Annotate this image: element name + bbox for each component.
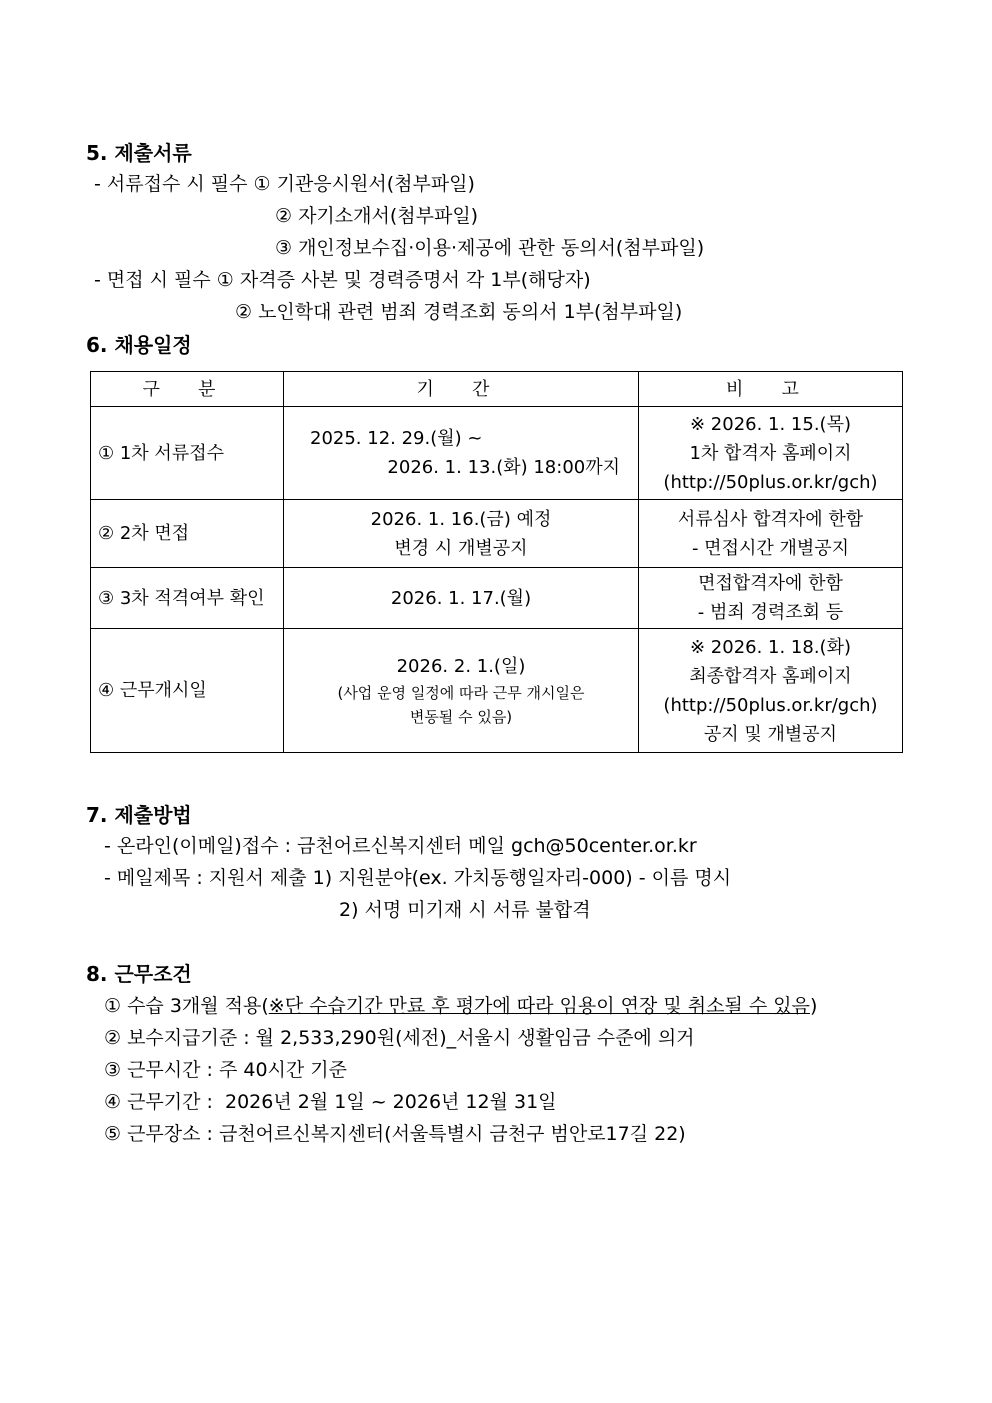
- section-7-line-3: 2) 서명 미기재 시 서류 불합격: [339, 899, 591, 921]
- period-line: 2025. 12. 29.(월) ~: [310, 428, 483, 449]
- note-line: 서류심사 합격자에 한함: [677, 508, 864, 530]
- period-line: 2026. 1. 16.(금) 예정: [370, 508, 552, 530]
- row-period: [284, 568, 639, 629]
- table-row: [91, 629, 903, 753]
- table-header-row: [91, 372, 903, 407]
- header-note: 비 고: [639, 372, 903, 407]
- note-line: ※ 2026. 1. 18.(화): [689, 636, 851, 658]
- period-line: 2026. 1. 17.(월): [390, 587, 532, 609]
- header-period: 기 간: [284, 372, 639, 407]
- row-period: [284, 500, 639, 568]
- table-row: [91, 568, 903, 629]
- section-8-item-5: ⑤ 근무장소 : 금천어르신복지센터(서울특별시 금천구 범안로17길 22): [104, 1123, 686, 1145]
- row-note: [639, 629, 903, 753]
- section-7-heading: 7. 제출방법: [86, 803, 192, 827]
- table-row: [91, 500, 903, 568]
- section-8-item-2: ② 보수지급기준 : 월 2,533,290원(세전)_서울시 생활임금 수준에 의거: [104, 1027, 695, 1049]
- table-row: [91, 407, 903, 500]
- row-note: [639, 500, 903, 568]
- section-5-line-2: ② 자기소개서(첨부파일): [275, 205, 479, 227]
- row-stage: ① 1차 서류접수: [91, 407, 284, 500]
- section-7-line-2: - 메일제목 : 지원서 제출 1) 지원분야(ex. 가치동행일자리-000) - 이름 명시: [104, 867, 732, 889]
- row-period: [284, 629, 639, 753]
- note-line: 1차 합격자 홈페이지: [689, 442, 852, 464]
- schedule-table: [90, 371, 903, 753]
- section-8-item-3: ③ 근무시간 : 주 40시간 기준: [104, 1059, 347, 1081]
- row-stage: ④ 근무개시일: [91, 629, 284, 753]
- section-7-line-1: - 온라인(이메일)접수 : 금천어르신복지센터 메일 gch@50center.or.kr: [104, 835, 697, 857]
- section-5-line-1: - 서류접수 시 필수 ① 기관응시원서(첨부파일): [94, 173, 475, 195]
- note-line: 면접합격자에 한함: [698, 573, 843, 594]
- section-5-line-4: - 면접 시 필수 ① 자격증 사본 및 경력증명서 각 1부(해당자): [94, 269, 591, 291]
- row-stage: ② 2차 면접: [91, 500, 284, 568]
- header-category: 구 분: [91, 372, 284, 407]
- section-8-item-4: ④ 근무기간 : 2026년 2월 1일 ~ 2026년 12월 31일: [104, 1091, 557, 1113]
- item-1-prefix: ① 수습 3개월 적용(: [104, 995, 269, 1017]
- section-8-item-1: [104, 994, 817, 1018]
- period-note-line: (사업 운영 일정에 따라 근무 개시일은: [337, 684, 585, 702]
- section-8-heading: 8. 근무조건: [86, 962, 192, 986]
- section-5-line-3: ③ 개인정보수집·이용·제공에 관한 동의서(첨부파일): [275, 237, 705, 259]
- row-period: [284, 407, 639, 500]
- period-line: 2026. 1. 13.(화) 18:00까지: [387, 457, 620, 478]
- note-line: - 면접시간 개별공지: [691, 537, 850, 559]
- item-1-suffix: ): [810, 995, 818, 1017]
- section-5-heading: 5. 제출서류: [86, 141, 192, 165]
- section-5-line-5: ② 노인학대 관련 범죄 경력조회 동의서 1부(첨부파일): [235, 301, 683, 323]
- period-note-line: 변동될 수 있음): [409, 708, 513, 726]
- row-note: [639, 407, 903, 500]
- note-line: (http://50plus.or.kr/gch): [663, 694, 878, 716]
- row-note: [639, 568, 903, 629]
- section-6-heading: 6. 채용일정: [86, 333, 192, 357]
- row-stage: ③ 3차 적격여부 확인: [91, 568, 284, 629]
- note-line: (http://50plus.or.kr/gch): [663, 471, 878, 493]
- period-line: 변경 시 개별공지: [394, 537, 528, 559]
- note-line: ※ 2026. 1. 15.(목): [689, 413, 851, 435]
- note-line: - 범죄 경력조회 등: [697, 602, 844, 623]
- note-line: 공지 및 개별공지: [703, 723, 838, 745]
- note-line: 최종합격자 홈페이지: [689, 665, 852, 687]
- item-1-underlined-note: ※단 수습기간 만료 후 평가에 따라 임용이 연장 및 취소될 수 있음: [268, 995, 810, 1017]
- period-line: 2026. 2. 1.(일): [396, 656, 526, 677]
